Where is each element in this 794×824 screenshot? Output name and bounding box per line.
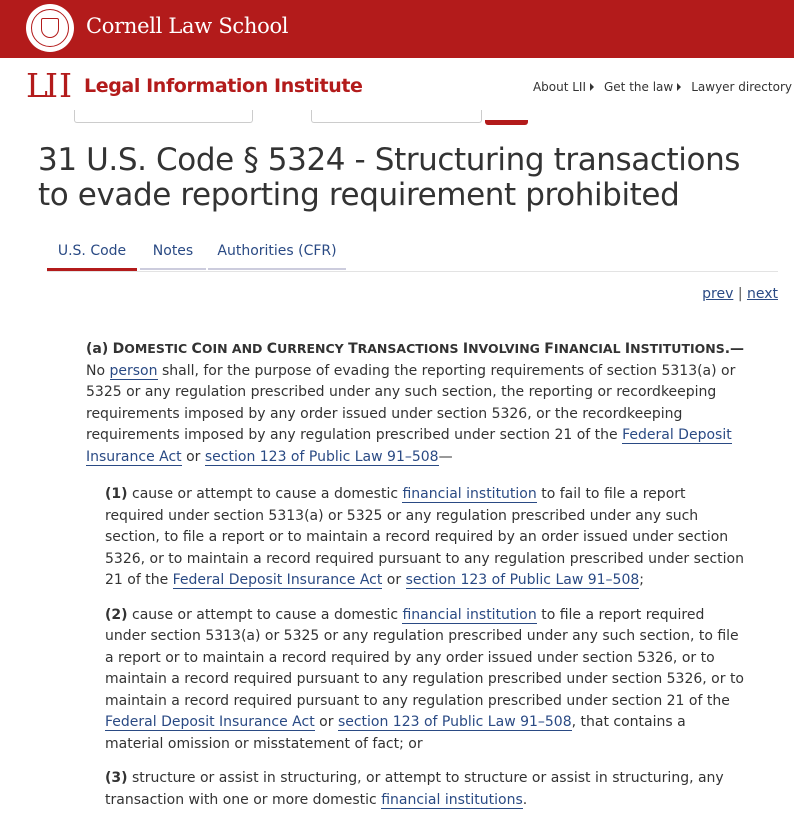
cornell-seal-logo[interactable] bbox=[26, 4, 74, 52]
subsection-a-heading bbox=[86, 341, 744, 356]
text: to fail to file a report required under section 5313(a) or 5325 or any regulation prescribed under any such section, to file a report or to maintain a record required by an order issued under section 5326, or to maintain a record required pursuant to any regulation prescribed under section 21 of the bbox=[105, 486, 744, 588]
text: , that contains a material omission or misstatement of fact; or bbox=[105, 714, 686, 752]
tab-notes[interactable]: Notes bbox=[140, 238, 206, 270]
section-number: (a) bbox=[86, 341, 109, 357]
paragraph-number: (1) bbox=[105, 486, 128, 502]
search-button[interactable] bbox=[485, 120, 528, 125]
heading-small-caps: OMESTIC bbox=[124, 341, 192, 356]
heading-small-caps: URRENCY bbox=[277, 341, 349, 356]
heading-small-caps: RANSACTIONS bbox=[357, 341, 463, 356]
nav-lawyer-directory[interactable] bbox=[691, 80, 792, 94]
text: cause or attempt to cause a domestic bbox=[127, 486, 403, 502]
lii-logo-glyph: L bbox=[26, 66, 48, 105]
heading-small-caps: OIN AND bbox=[201, 341, 267, 356]
paragraph-a1 bbox=[105, 484, 748, 592]
heading-dash: .— bbox=[724, 341, 745, 357]
lii-logo-glyph: I bbox=[59, 66, 73, 105]
paragraph-number: (2) bbox=[105, 606, 128, 623]
heading-cap: C bbox=[266, 341, 278, 357]
link-public-law[interactable]: section 123 of Public Law 91–508 bbox=[337, 714, 572, 730]
tab-us-code[interactable]: U.S. Code bbox=[47, 238, 137, 271]
search-input-partial-2[interactable] bbox=[311, 110, 482, 123]
lii-site-name[interactable]: Legal Information Institute bbox=[84, 75, 363, 97]
seal-shield-icon bbox=[41, 18, 59, 38]
heading-small-caps: NSTITUTIONS bbox=[630, 341, 725, 356]
text: or bbox=[382, 572, 406, 588]
nav-label: Get the law bbox=[604, 80, 674, 94]
heading-cap: C bbox=[191, 341, 202, 357]
text: No bbox=[86, 362, 110, 379]
nav-label: Lawyer directory bbox=[691, 80, 792, 94]
page-title: 31 U.S. Code § 5324 - Structuring transactions to evade reporting requirement prohibited bbox=[38, 142, 741, 213]
nav-about-lii[interactable] bbox=[533, 80, 594, 94]
link-financial-institution[interactable]: financial institution bbox=[402, 486, 537, 502]
top-navigation bbox=[533, 80, 792, 94]
link-financial-institutions[interactable]: financial institutions bbox=[381, 791, 523, 808]
link-public-law[interactable]: section 123 of Public Law 91–508 bbox=[204, 448, 439, 465]
text: or bbox=[314, 714, 338, 730]
link-fdia[interactable]: Federal Deposit Insurance Act bbox=[105, 714, 315, 730]
paragraph-a2 bbox=[105, 605, 748, 756]
text: to file a report required under section 5313(a) or 5325 or any regulation prescribed under any such section, to file a report or to maintain a record required by any order issued under section 5326, or to maintain a record required pursuant to any regulation prescribed under section 5326, or to maintain a record required pursuant to any regulation prescribed under section 21 of the bbox=[105, 606, 744, 709]
heading-small-caps: NVOLVING bbox=[468, 341, 545, 356]
paragraph-a3 bbox=[105, 768, 748, 811]
link-fdia[interactable]: Federal Deposit Insurance Act bbox=[172, 572, 383, 588]
heading-cap: D bbox=[112, 341, 125, 357]
text: shall, for the purpose of evading the reporting requirements of section 5313(a) or 5325 or any regulation prescribed under any such section, the reporting or recordkeeping requirements imposed by any order issued under section 5326, or the recordkeeping requirements imposed by any regulation prescribed under section 21 of the bbox=[86, 362, 736, 443]
nav-label: About LII bbox=[532, 80, 586, 94]
heading-small-caps: INANCIAL bbox=[553, 341, 625, 356]
link-person[interactable]: person bbox=[109, 362, 158, 379]
lii-logo-glyph: I bbox=[45, 66, 59, 105]
next-link[interactable]: next bbox=[746, 286, 778, 302]
link-public-law[interactable]: section 123 of Public Law 91–508 bbox=[405, 572, 640, 588]
lii-logo[interactable] bbox=[26, 66, 74, 105]
tab-bar bbox=[47, 238, 778, 272]
paragraph-number: (3) bbox=[105, 770, 128, 786]
prev-link[interactable]: prev bbox=[702, 286, 734, 302]
link-fdia[interactable]: Federal Deposit Insurance Act bbox=[86, 427, 732, 465]
pager-separator: | bbox=[737, 286, 743, 302]
text: cause or attempt to cause a domestic bbox=[127, 606, 403, 623]
text: or bbox=[181, 448, 205, 465]
heading-cap: T bbox=[348, 341, 358, 357]
subsection-a bbox=[86, 338, 748, 468]
text: ; bbox=[639, 572, 644, 588]
cornell-header-bar bbox=[0, 0, 794, 58]
heading-cap: F bbox=[544, 341, 554, 357]
search-input-partial[interactable] bbox=[74, 110, 253, 123]
statute-text bbox=[86, 338, 748, 824]
school-name[interactable]: Cornell Law School bbox=[86, 14, 289, 38]
heading-cap: I bbox=[462, 341, 469, 357]
link-financial-institution[interactable]: financial institution bbox=[402, 606, 537, 623]
heading-cap: I bbox=[624, 341, 631, 357]
tab-authorities[interactable]: Authorities (CFR) bbox=[208, 238, 346, 270]
pager bbox=[702, 286, 778, 302]
caret-right-icon bbox=[677, 83, 681, 91]
text: structure or assist in structuring, or attempt to structure or assist in structuring, any transaction with one or more domestic bbox=[105, 770, 724, 808]
caret-right-icon bbox=[590, 83, 594, 91]
nav-get-the-law[interactable] bbox=[604, 80, 681, 94]
text: — bbox=[438, 448, 453, 465]
text: . bbox=[522, 791, 528, 808]
